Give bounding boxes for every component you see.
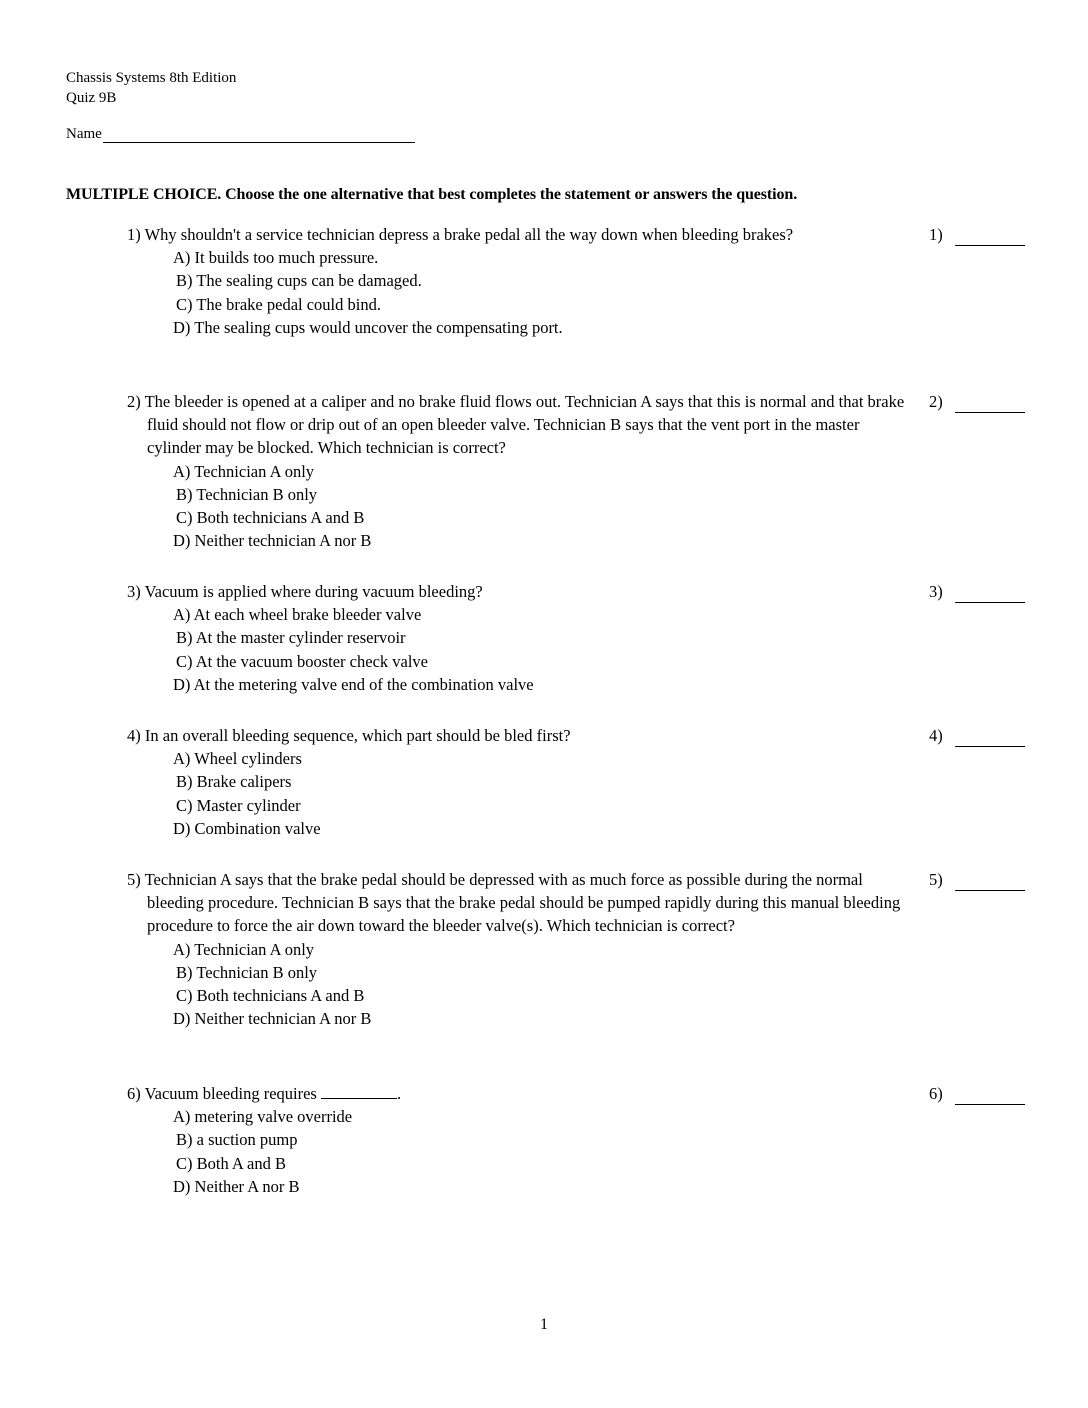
name-label: Name [66, 126, 102, 142]
choice-a: A) metering valve override [173, 1107, 353, 1127]
question-stem: 3) Vacuum is applied where during vacuum bleeding? [127, 582, 483, 601]
question-6 [127, 1082, 1027, 1198]
course-title: Chassis Systems 8th Edition [66, 70, 237, 86]
choice-a: A) At each wheel brake bleeder valve [173, 605, 422, 625]
answer-line[interactable] [955, 876, 1025, 891]
question-stem: 4) In an overall bleeding sequence, which part should be bled first? [127, 726, 571, 745]
answer-line[interactable] [955, 1090, 1025, 1105]
choice-a: A) Technician A only [173, 461, 315, 481]
fill-in-blank [321, 1084, 397, 1099]
answer-line[interactable] [955, 231, 1025, 246]
choice-d: D) Neither technician A nor B [173, 1009, 372, 1029]
choice-b: B) The sealing cups can be damaged. [176, 271, 422, 291]
choice-d: D) Combination valve [173, 818, 321, 838]
choice-c: C) Both technicians A and B [176, 986, 365, 1006]
question-2 [127, 390, 1027, 552]
question-stem: 6) Vacuum bleeding requires . [127, 1084, 402, 1103]
choice-d: D) Neither A nor B [173, 1176, 300, 1196]
answer-number: 1) [929, 225, 943, 244]
answer-line[interactable] [955, 398, 1025, 413]
choice-b: B) a suction pump [176, 1130, 298, 1150]
answer-blank [929, 724, 1025, 747]
question-5 [127, 868, 1027, 1030]
choice-a: A) It builds too much pressure. [173, 248, 379, 268]
answer-line[interactable] [955, 732, 1025, 747]
quiz-title: Quiz 9B [66, 90, 117, 106]
choice-c: C) Both A and B [176, 1153, 287, 1173]
answer-blank [929, 580, 1025, 603]
answer-number: 3) [929, 582, 943, 601]
answer-number: 2) [929, 392, 943, 411]
answer-blank [929, 868, 1025, 891]
question-4 [127, 724, 1027, 840]
page-number: 1 [540, 1316, 548, 1333]
choice-a: A) Wheel cylinders [173, 749, 302, 769]
question-3 [127, 580, 1027, 696]
choice-d: D) The sealing cups would uncover the compensating port. [173, 317, 563, 337]
document-header [66, 68, 236, 108]
answer-number: 5) [929, 870, 943, 889]
answer-number: 6) [929, 1084, 943, 1103]
choice-a: A) Technician A only [173, 939, 315, 959]
name-blank-line[interactable] [103, 126, 415, 143]
choice-d: D) At the metering valve end of the combination valve [173, 674, 534, 694]
choice-c: C) The brake pedal could bind. [176, 294, 381, 314]
choice-b: B) Technician B only [176, 962, 318, 982]
question-stem: 5) Technician A says that the brake pedal should be depressed with as much force as possible during the normal bleeding procedure. Technician B says that the brake pedal should be pumped rapidly during this manual bleeding procedure to force the air down toward the bleeder valve(s). Which technician is correct? [127, 870, 901, 936]
question-stem: 1) Why shouldn't a service technician depress a brake pedal all the way down when bleeding brakes? [127, 225, 794, 244]
choice-c: C) Both technicians A and B [176, 508, 365, 528]
choice-b: B) At the master cylinder reservoir [176, 628, 406, 648]
question-stem: 2) The bleeder is opened at a caliper and no brake fluid flows out. Technician A says that this is normal and that brake fluid should not flow or drip out of an open bleeder valve. Technician B says that the vent port in the master cylinder may be blocked. Which technician is correct? [127, 392, 905, 458]
answer-blank [929, 1082, 1025, 1105]
section-instructions: MULTIPLE CHOICE. Choose the one alternative that best completes the statement or answers the question. [66, 186, 798, 203]
choice-b: B) Brake calipers [176, 772, 292, 792]
choice-d: D) Neither technician A nor B [173, 531, 372, 551]
choice-c: C) At the vacuum booster check valve [176, 651, 429, 671]
answer-blank [929, 223, 1025, 246]
answer-number: 4) [929, 726, 943, 745]
choice-c: C) Master cylinder [176, 795, 301, 815]
answer-line[interactable] [955, 588, 1025, 603]
choice-b: B) Technician B only [176, 484, 318, 504]
question-1 [127, 223, 1027, 339]
name-field [66, 126, 415, 143]
answer-blank [929, 390, 1025, 413]
